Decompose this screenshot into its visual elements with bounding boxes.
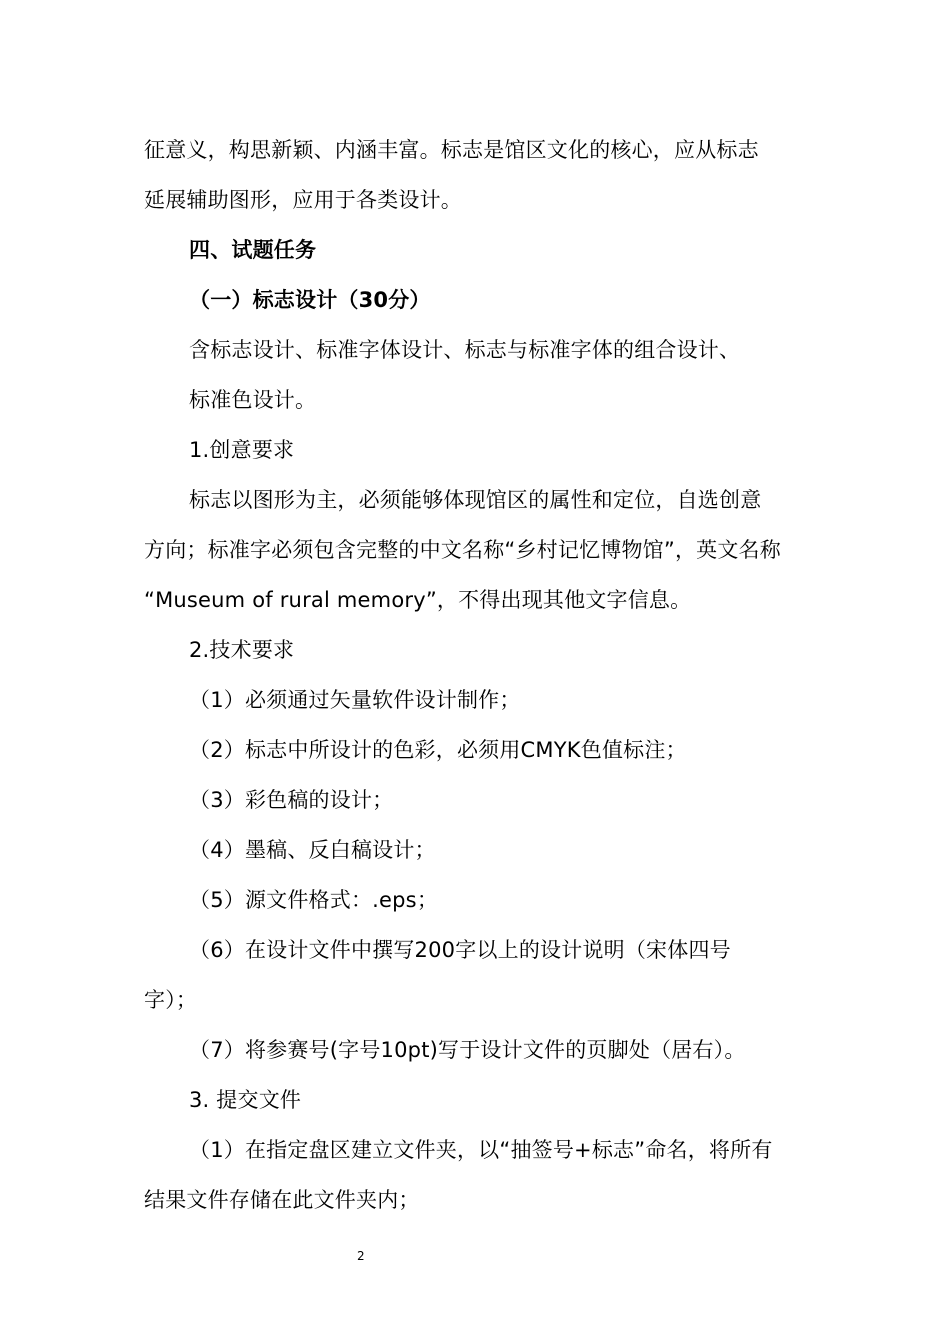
paragraph-line-10: “Museum of rural memory”，不得出现其他文字信息。 bbox=[144, 588, 692, 612]
section-heading: 四、试题任务 bbox=[189, 238, 317, 262]
list-item-3: （3）彩色稿的设计； bbox=[189, 788, 394, 812]
paragraph-line-1: 征意义，构思新颖、内涵丰富。标志是馆区文化的核心，应从标志 bbox=[144, 138, 759, 162]
item-heading-creative: 1.创意要求 bbox=[189, 438, 295, 462]
paragraph-line-2: 延展辅助图形，应用于各类设计。 bbox=[144, 188, 462, 212]
list-item-6-continuation: 字）； bbox=[144, 988, 198, 1012]
paragraph-line-8: 标志以图形为主，必须能够体现馆区的属性和定位，自选创意 bbox=[189, 488, 762, 512]
paragraph-line-6: 标准色设计。 bbox=[189, 388, 317, 412]
paragraph-line-5: 含标志设计、标准字体设计、标志与标准字体的组合设计、 bbox=[189, 338, 741, 362]
submission-item-1: （1）在指定盘区建立文件夹，以“抽签号+标志”命名，将所有 bbox=[189, 1138, 773, 1162]
list-item-7: （7）将参赛号(字号10pt)写于设计文件的页脚处（居右）。 bbox=[189, 1038, 746, 1062]
list-item-1: （1）必须通过矢量软件设计制作； bbox=[189, 688, 521, 712]
list-item-5: （5）源文件格式：.eps； bbox=[189, 888, 439, 912]
item-heading-submission: 3. 提交文件 bbox=[189, 1088, 302, 1112]
paragraph-line-9: 方向；标准字必须包含完整的中文名称“乡村记忆博物馆”，英文名称 bbox=[144, 538, 781, 562]
list-item-6: （6）在设计文件中撰写200字以上的设计说明（宋体四号 bbox=[189, 938, 731, 962]
item-heading-technical: 2.技术要求 bbox=[189, 638, 295, 662]
list-item-4: （4）墨稿、反白稿设计； bbox=[189, 838, 436, 862]
subsection-heading: （一）标志设计（30分） bbox=[189, 288, 431, 312]
page-number: 2 bbox=[357, 1249, 365, 1263]
submission-item-1-continuation: 结果文件存储在此文件夹内； bbox=[144, 1188, 420, 1212]
list-item-2: （2）标志中所设计的色彩，必须用CMYK色值标注； bbox=[189, 738, 687, 762]
